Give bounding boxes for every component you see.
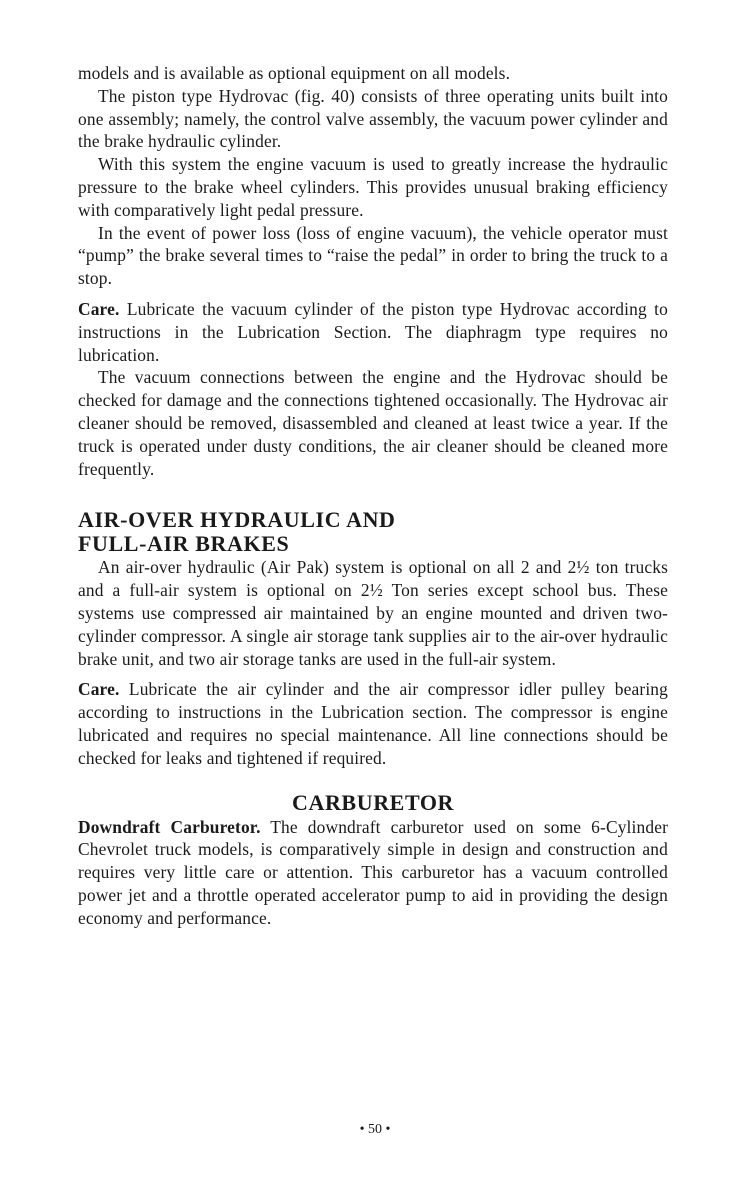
paragraph-vacuum-connections: The vacuum connections between the engine and the Hydrovac should be checked for damage and the connections tightened occasionally. The Hydrovac air cleaner should be removed, disassembled and cleaned at least twice a year. If the truck is operated under dusty conditions, the air cleaner should be cleaned more frequently.: [78, 367, 668, 479]
paragraph-downdraft-carburetor: [78, 816, 668, 930]
paragraph-air-pak: An air-over hydraulic (Air Pak) system is optional on all 2 and 2½ ton trucks and a full-air system is optional on 2½ Ton series except school bus. These systems use compressed air maintained by an engine mounted and driven two-cylinder compressor. A single air storage tank supplies air to the air-over hydraulic brake unit, and two air storage tanks are used in the full-air system.: [78, 557, 668, 669]
page-number: • 50 •: [359, 1122, 391, 1137]
section-heading-carburetor: CARBURETOR: [291, 789, 455, 815]
paragraph-care-hydrovac: [78, 298, 668, 366]
page-body: [78, 62, 668, 930]
paragraph-continuation: models and is available as optional equipment on all models.: [78, 63, 511, 83]
care-lead: Care.: [78, 679, 120, 700]
heading-line-1: AIR-OVER HYDRAULIC AND: [78, 507, 396, 533]
downdraft-lead: Downdraft Carburetor.: [78, 816, 261, 837]
section-heading-air-brakes: [78, 508, 668, 556]
care-text: Lubricate the air cylinder and the air compressor idler pulley bearing according to instructions in the Lubrication section. The compressor is engine lubricated and requires no special maintenance. All line connections should be checked for leaks and tightened if required.: [78, 679, 668, 768]
paragraph-power-loss: In the event of power loss (loss of engine vacuum), the vehicle operator must “pump” the brake several times to “raise the pedal” in order to bring the truck to a stop.: [78, 222, 668, 289]
care-lead: Care.: [78, 298, 120, 319]
downdraft-text: The downdraft carburetor used on some 6-Cylinder Chevrolet truck models, is comparatively simple in design and construction and requires very little care or attention. This carburetor has a vacuum controlled power jet and a throttle operated accelerator pump to aid in providing the design economy and performance.: [78, 816, 669, 928]
care-text: Lubricate the vacuum cylinder of the piston type Hydrovac according to instructions in the Lubrication Section. The diaphragm type requires no lubrication.: [78, 298, 668, 365]
paragraph-hydrovac-description: The piston type Hydrovac (fig. 40) consists of three operating units built into one assembly; namely, the control valve assembly, the vacuum power cylinder and the brake hydraulic cylinder.: [78, 85, 668, 152]
paragraph-care-air: [78, 678, 668, 769]
heading-line-2: FULL-AIR BRAKES: [78, 531, 290, 557]
paragraph-engine-vacuum: With this system the engine vacuum is used to greatly increase the hydraulic pressure to the brake wheel cylinders. This provides unusual braking efficiency with comparatively light pedal pressure.: [78, 154, 668, 220]
